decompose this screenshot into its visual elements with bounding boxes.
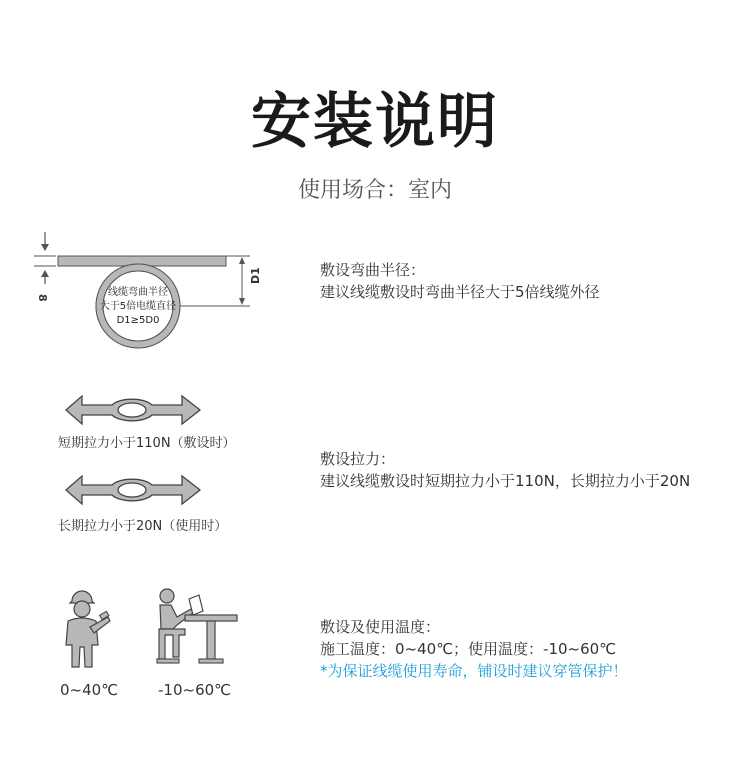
temperature-heading: 敷设及使用温度： <box>320 618 441 636</box>
circle-line-1: 线缆弯曲半径 <box>108 287 168 298</box>
bending-radius-diagram <box>30 228 290 358</box>
tension-description <box>320 448 690 492</box>
protection-note: *为保证线缆使用寿命，铺设时建议穿管保护！ <box>320 662 628 680</box>
dim-right-label: D1 <box>249 267 262 284</box>
page-subtitle: 使用场合：室内 <box>297 178 452 203</box>
dim-left-label: 8 <box>36 294 49 302</box>
use-temp-range: -10~60℃ <box>158 681 232 699</box>
long-term-tension-icon <box>64 470 204 510</box>
worker-icon <box>60 587 120 669</box>
long-term-tension-caption: 长期拉力小于20N（使用时） <box>58 519 228 534</box>
page-title: 安装说明 <box>251 87 499 157</box>
bending-heading: 敷设弯曲半径： <box>320 261 426 279</box>
circle-line-3: D1≥5D0 <box>116 315 160 326</box>
seated-person-icon <box>155 587 245 667</box>
install-temp-range: 0~40℃ <box>60 681 119 699</box>
temperature-text: 施工温度：0~40℃；使用温度：-10~60℃ <box>320 640 617 658</box>
short-term-tension-caption: 短期拉力小于110N（敷设时） <box>58 436 236 451</box>
tension-text: 建议线缆敷设时短期拉力小于110N，长期拉力小于20N <box>320 472 691 490</box>
temperature-description <box>320 616 628 682</box>
tension-heading: 敷设拉力： <box>320 450 396 468</box>
circle-line-2: 大于5倍电缆直径 <box>99 301 177 312</box>
short-term-tension-icon <box>64 390 204 430</box>
bending-text: 建议线缆敷设时弯曲半径大于5倍线缆外径 <box>320 283 600 301</box>
bending-description <box>320 259 600 303</box>
